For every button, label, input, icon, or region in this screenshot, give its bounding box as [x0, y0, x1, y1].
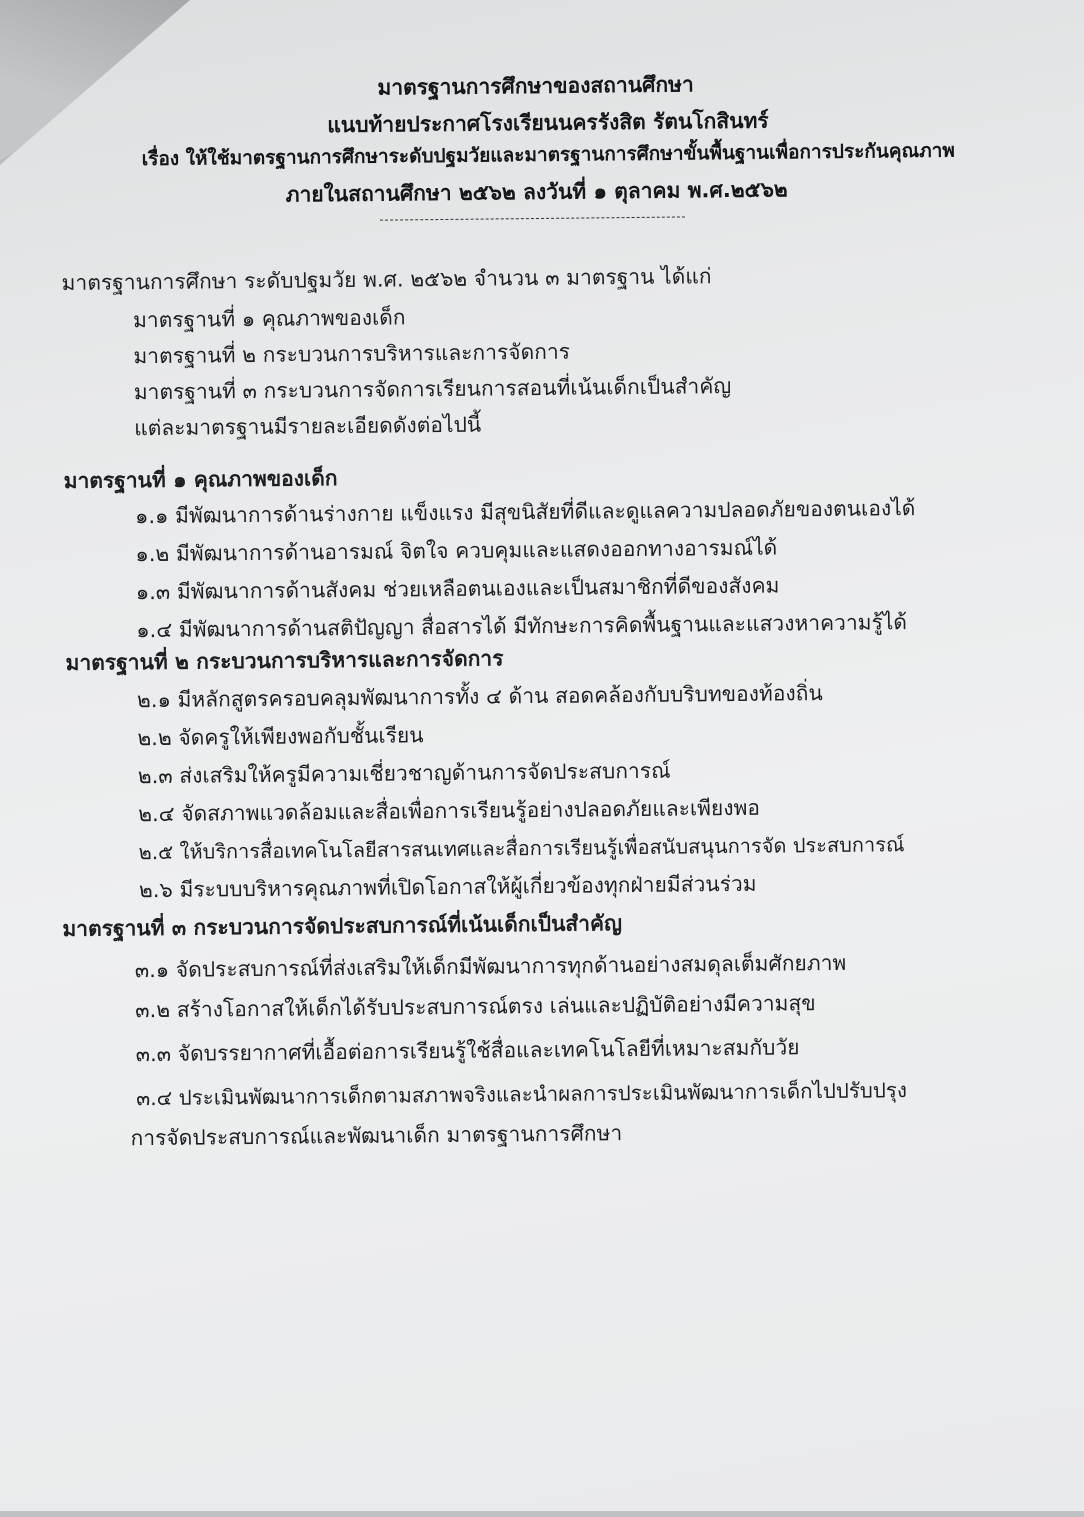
intro-item: มาตรฐานที่ ๓ กระบวนการจัดการเรียนการสอนที่เน้นเด็กเป็นสำคัญ — [133, 373, 732, 405]
title-line-1: มาตรฐานการศึกษาของสถานศึกษา — [377, 72, 694, 100]
intro-lead: มาตรฐานการศึกษา ระดับปฐมวัย พ.ศ. ๒๕๖๒ จำนวน ๓ มาตรฐาน ได้แก่ — [61, 264, 712, 295]
standard-3-item: ๓.๔ ประเมินพัฒนาการเด็กตามสภาพจริงและนำผลการประเมินพัฒนาการเด็กไปปรับปรุง — [136, 1078, 908, 1111]
title-line-3: เรื่อง ให้ใช้มาตรฐานการศึกษาระดับปฐมวัยและมาตรฐานการศึกษาขั้นพื้นฐานเพื่อการประกันคุณภาพ — [141, 139, 955, 171]
standard-1-item: ๑.๒ มีพัฒนาการด้านอารมณ์ จิตใจ ควบคุมและแสดงออกทางอารมณ์ได้ — [135, 535, 778, 567]
standard-2-item: ๒.๖ มีระบบบริหารคุณภาพที่เปิดโอกาสให้ผู้เกี่ยวข้องทุกฝ่ายมีส่วนร่วม — [138, 871, 757, 903]
standard-3-continuation: การจัดประสบการณ์และพัฒนาเด็ก มาตรฐานการศึกษา — [130, 1121, 623, 1151]
standard-3-heading: มาตรฐานที่ ๓ กระบวนการจัดประสบการณ์ที่เน้นเด็กเป็นสำคัญ — [62, 911, 623, 942]
standard-2-heading: มาตรฐานที่ ๒ กระบวนการบริหารและการจัดการ — [65, 646, 504, 675]
standard-2-item: ๒.๑ มีหลักสูตรครอบคลุมพัฒนาการทั้ง ๔ ด้าน สอดคล้องกับบริบทของท้องถิ่น — [136, 681, 823, 713]
standard-1-item: ๑.๑ มีพัฒนาการด้านร่างกาย แข็งแรง มีสุขนิสัยที่ดีและดูแลความปลอดภัยของตนเองได้ — [134, 496, 916, 529]
standard-1-heading: มาตรฐานที่ ๑ คุณภาพของเด็ก — [63, 466, 338, 493]
standard-2-item: ๒.๔ จัดสภาพแวดล้อมและสื่อเพื่อการเรียนรู้อย่างปลอดภัยและเพียงพอ — [138, 795, 761, 827]
intro-item: มาตรฐานที่ ๑ คุณภาพของเด็ก — [132, 305, 406, 333]
standard-2-item: ๒.๕ ให้บริการสื่อเทคโนโลยีสารสนเทศและสื่อการเรียนรู้เพื่อสนับสนุนการจัด ประสบการณ์ — [138, 832, 905, 865]
standard-1-item: ๑.๓ มีพัฒนาการด้านสังคม ช่วยเหลือตนเองและเป็นสมาชิกที่ดีของสังคม — [135, 573, 780, 605]
standard-3-item: ๓.๑ จัดประสบการณ์ที่ส่งเสริมให้เด็กมีพัฒนาการทุกด้านอย่างสมดุลเต็มศักยภาพ — [134, 950, 847, 983]
standard-3-item: ๓.๒ สร้างโอกาสให้เด็กได้รับประสบการณ์ตรง เล่นและปฏิบัติอย่างมีความสุข — [135, 991, 816, 1023]
standard-1-item: ๑.๔ มีพัฒนาการด้านสติปัญญา สื่อสารได้ มีทักษะการคิดพื้นฐานและแสวงหาความรู้ได้ — [136, 610, 908, 643]
intro-item: แต่ละมาตรฐานมีรายละเอียดดังต่อไปนี้ — [134, 412, 482, 441]
title-line-2: แนบท้ายประกาศโรงเรียนนครรังสิต รัตนโกสินทร์ — [327, 108, 769, 138]
title-line-4: ภายในสถานศึกษา ๒๕๖๒ ลงวันที่ ๑ ตุลาคม พ.ศ.๒๕๖๒ — [285, 177, 788, 207]
standard-3-item: ๓.๓ จัดบรรยากาศที่เอื้อต่อการเรียนรู้ใช้สื่อและเทคโนโลยีที่เหมาะสมกับวัย — [135, 1035, 800, 1067]
standard-2-item: ๒.๓ ส่งเสริมให้ครูมีความเชี่ยวชาญด้านการจัดประสบการณ์ — [137, 758, 671, 789]
title-divider — [380, 216, 685, 220]
intro-item: มาตรฐานที่ ๒ กระบวนการบริหารและการจัดการ — [133, 339, 571, 369]
standard-2-item: ๒.๒ จัดครูให้เพียงพอกับชั้นเรียน — [137, 723, 424, 751]
